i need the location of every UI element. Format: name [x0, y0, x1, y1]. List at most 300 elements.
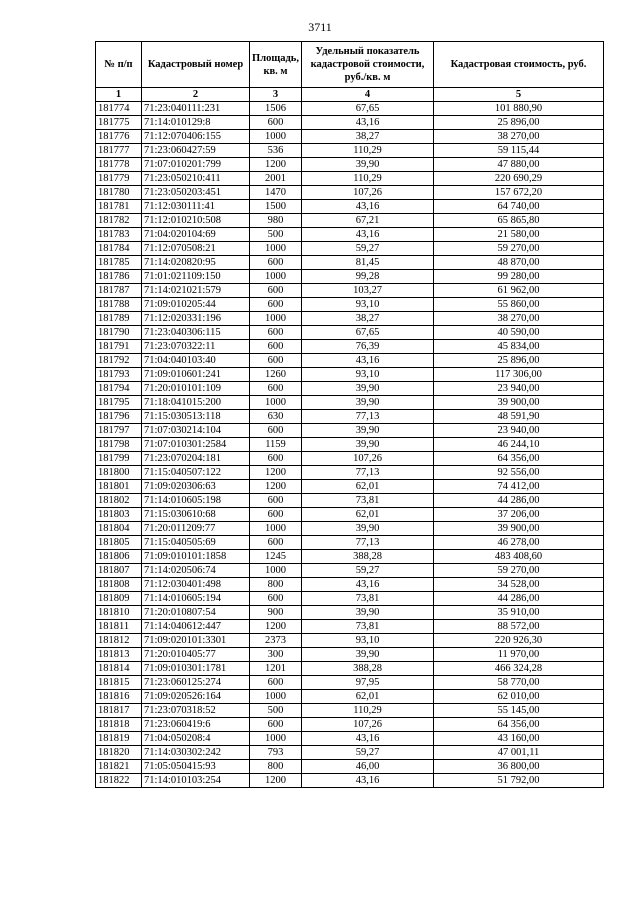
area-cell: 600 [250, 256, 302, 270]
row-number-cell: 181820 [96, 746, 142, 760]
cadastral-number-cell: 71:09:020526:164 [142, 690, 250, 704]
unit-rate-cell: 388,28 [302, 550, 434, 564]
cadastral-value-cell: 23 940,00 [434, 382, 604, 396]
cadastral-value-cell: 59 270,00 [434, 564, 604, 578]
cadastral-number-cell: 71:04:040103:40 [142, 354, 250, 368]
unit-rate-cell: 93,10 [302, 634, 434, 648]
area-cell: 600 [250, 494, 302, 508]
unit-rate-cell: 39,90 [302, 396, 434, 410]
table-row [96, 452, 604, 466]
cadastral-number-cell: 71:23:060427:59 [142, 144, 250, 158]
table-row [96, 578, 604, 592]
row-number-cell: 181801 [96, 480, 142, 494]
cadastral-value-cell: 43 160,00 [434, 732, 604, 746]
unit-rate-cell: 76,39 [302, 340, 434, 354]
table-row [96, 774, 604, 788]
cadastral-number-cell: 71:04:020104:69 [142, 228, 250, 242]
unit-rate-cell: 62,01 [302, 508, 434, 522]
cadastral-number-cell: 71:12:030401:498 [142, 578, 250, 592]
cadastral-number-cell: 71:15:040507:122 [142, 466, 250, 480]
area-cell: 600 [250, 340, 302, 354]
area-cell: 1000 [250, 522, 302, 536]
unit-rate-cell: 62,01 [302, 690, 434, 704]
area-cell: 536 [250, 144, 302, 158]
cadastral-number-cell: 71:14:020506:74 [142, 564, 250, 578]
row-number-cell: 181806 [96, 550, 142, 564]
unit-rate-cell: 110,29 [302, 144, 434, 158]
table-row [96, 326, 604, 340]
area-cell: 800 [250, 578, 302, 592]
row-number-cell: 181822 [96, 774, 142, 788]
cadastral-value-cell: 59 115,44 [434, 144, 604, 158]
cadastral-value-cell: 46 278,00 [434, 536, 604, 550]
unit-rate-cell: 39,90 [302, 522, 434, 536]
table-row [96, 368, 604, 382]
area-cell: 600 [250, 452, 302, 466]
unit-rate-cell: 62,01 [302, 480, 434, 494]
unit-rate-cell: 103,27 [302, 284, 434, 298]
row-number-cell: 181821 [96, 760, 142, 774]
row-number-cell: 181794 [96, 382, 142, 396]
table-row [96, 704, 604, 718]
cadastral-value-cell: 21 580,00 [434, 228, 604, 242]
unit-rate-cell: 77,13 [302, 410, 434, 424]
cadastral-number-cell: 71:23:070322:11 [142, 340, 250, 354]
table-row [96, 550, 604, 564]
area-cell: 600 [250, 382, 302, 396]
unit-rate-cell: 110,29 [302, 704, 434, 718]
table-row [96, 158, 604, 172]
cadastral-value-cell: 37 206,00 [434, 508, 604, 522]
unit-rate-cell: 38,27 [302, 312, 434, 326]
row-number-cell: 181803 [96, 508, 142, 522]
cadastral-value-cell: 45 834,00 [434, 340, 604, 354]
unit-rate-cell: 67,65 [302, 326, 434, 340]
area-cell: 630 [250, 410, 302, 424]
table-row [96, 340, 604, 354]
cadastral-value-cell: 220 690,29 [434, 172, 604, 186]
area-cell: 1245 [250, 550, 302, 564]
area-cell: 500 [250, 704, 302, 718]
table-row [96, 256, 604, 270]
cadastral-number-cell: 71:14:021021:579 [142, 284, 250, 298]
cadastral-number-cell: 71:07:010201:799 [142, 158, 250, 172]
area-cell: 793 [250, 746, 302, 760]
unit-rate-cell: 73,81 [302, 494, 434, 508]
unit-rate-cell: 39,90 [302, 424, 434, 438]
table-row [96, 214, 604, 228]
area-cell: 1500 [250, 200, 302, 214]
cadastral-number-cell: 71:12:010210:508 [142, 214, 250, 228]
page-number: 3711 [308, 20, 332, 34]
unit-rate-cell: 388,28 [302, 662, 434, 676]
table-row [96, 130, 604, 144]
cadastral-value-cell: 88 572,00 [434, 620, 604, 634]
table-row [96, 620, 604, 634]
table-row [96, 396, 604, 410]
table-row [96, 284, 604, 298]
cadastral-number-cell: 71:04:050208:4 [142, 732, 250, 746]
area-cell: 980 [250, 214, 302, 228]
row-number-cell: 181774 [96, 102, 142, 116]
cadastral-number-cell: 71:23:060419:6 [142, 718, 250, 732]
cadastral-value-cell: 92 556,00 [434, 466, 604, 480]
cadastral-value-cell: 35 910,00 [434, 606, 604, 620]
row-number-cell: 181814 [96, 662, 142, 676]
table-row [96, 718, 604, 732]
unit-rate-cell: 39,90 [302, 606, 434, 620]
table-row [96, 144, 604, 158]
cadastral-value-cell: 483 408,60 [434, 550, 604, 564]
table-row [96, 690, 604, 704]
cadastral-value-cell: 23 940,00 [434, 424, 604, 438]
header-row-number: № п/п [96, 42, 142, 88]
unit-rate-cell: 39,90 [302, 648, 434, 662]
area-cell: 500 [250, 228, 302, 242]
cadastral-number-cell: 71:14:020820:95 [142, 256, 250, 270]
row-number-cell: 181778 [96, 158, 142, 172]
cadastral-number-cell: 71:20:011209:77 [142, 522, 250, 536]
row-number-cell: 181796 [96, 410, 142, 424]
cadastral-number-cell: 71:14:040612:447 [142, 620, 250, 634]
area-cell: 600 [250, 508, 302, 522]
cadastral-value-cell: 47 880,00 [434, 158, 604, 172]
unit-rate-cell: 39,90 [302, 158, 434, 172]
cadastral-number-cell: 71:20:010807:54 [142, 606, 250, 620]
cadastral-number-cell: 71:05:050415:93 [142, 760, 250, 774]
cadastral-value-cell: 36 800,00 [434, 760, 604, 774]
cadastral-number-cell: 71:09:010205:44 [142, 298, 250, 312]
row-number-cell: 181775 [96, 116, 142, 130]
header-cadastral-value: Кадастровая стоимость, руб. [434, 42, 604, 88]
cadastral-number-cell: 71:23:060125:274 [142, 676, 250, 690]
row-number-cell: 181799 [96, 452, 142, 466]
cadastral-number-cell: 71:12:070406:155 [142, 130, 250, 144]
row-number-cell: 181789 [96, 312, 142, 326]
row-number-cell: 181786 [96, 270, 142, 284]
table-row [96, 116, 604, 130]
row-number-cell: 181776 [96, 130, 142, 144]
table-row [96, 522, 604, 536]
unit-rate-cell: 107,26 [302, 718, 434, 732]
cadastral-value-cell: 11 970,00 [434, 648, 604, 662]
unit-rate-cell: 39,90 [302, 382, 434, 396]
row-number-cell: 181819 [96, 732, 142, 746]
table-row [96, 508, 604, 522]
column-number: 4 [302, 88, 434, 102]
cadastral-value-cell: 157 672,20 [434, 186, 604, 200]
area-cell: 1506 [250, 102, 302, 116]
unit-rate-cell: 67,65 [302, 102, 434, 116]
row-number-cell: 181812 [96, 634, 142, 648]
table-row [96, 760, 604, 774]
cadastral-value-cell: 48 591,90 [434, 410, 604, 424]
row-number-cell: 181811 [96, 620, 142, 634]
row-number-cell: 181816 [96, 690, 142, 704]
cadastral-value-cell: 55 145,00 [434, 704, 604, 718]
row-number-cell: 181792 [96, 354, 142, 368]
area-cell: 1000 [250, 564, 302, 578]
cadastral-value-cell: 40 590,00 [434, 326, 604, 340]
row-number-cell: 181780 [96, 186, 142, 200]
unit-rate-cell: 59,27 [302, 242, 434, 256]
cadastral-number-cell: 71:23:050203:451 [142, 186, 250, 200]
cadastral-value-cell: 39 900,00 [434, 396, 604, 410]
column-number: 2 [142, 88, 250, 102]
cadastral-number-cell: 71:12:020331:196 [142, 312, 250, 326]
cadastral-number-cell: 71:14:010605:194 [142, 592, 250, 606]
cadastral-number-cell: 71:09:020306:63 [142, 480, 250, 494]
cadastral-value-cell: 64 740,00 [434, 200, 604, 214]
area-cell: 300 [250, 648, 302, 662]
unit-rate-cell: 110,29 [302, 172, 434, 186]
row-number-cell: 181818 [96, 718, 142, 732]
unit-rate-cell: 107,26 [302, 186, 434, 200]
row-number-cell: 181783 [96, 228, 142, 242]
cadastral-value-cell: 61 962,00 [434, 284, 604, 298]
column-number: 5 [434, 88, 604, 102]
cadastral-value-cell: 34 528,00 [434, 578, 604, 592]
cadastral-number-cell: 71:14:030302:242 [142, 746, 250, 760]
cadastral-value-cell: 117 306,00 [434, 368, 604, 382]
cadastral-value-cell: 64 356,00 [434, 452, 604, 466]
cadastral-value-cell: 55 860,00 [434, 298, 604, 312]
table-row [96, 228, 604, 242]
row-number-cell: 181797 [96, 424, 142, 438]
row-number-cell: 181800 [96, 466, 142, 480]
table-row [96, 592, 604, 606]
table-row [96, 270, 604, 284]
cadastral-number-cell: 71:01:021109:150 [142, 270, 250, 284]
area-cell: 600 [250, 536, 302, 550]
cadastral-number-cell: 71:07:030214:104 [142, 424, 250, 438]
cadastral-value-cell: 101 880,90 [434, 102, 604, 116]
table-row [96, 732, 604, 746]
cadastral-value-cell: 47 001,11 [434, 746, 604, 760]
unit-rate-cell: 67,21 [302, 214, 434, 228]
cadastral-value-cell: 51 792,00 [434, 774, 604, 788]
cadastral-number-cell: 71:15:040505:69 [142, 536, 250, 550]
unit-rate-cell: 59,27 [302, 564, 434, 578]
unit-rate-cell: 59,27 [302, 746, 434, 760]
cadastral-value-cell: 38 270,00 [434, 130, 604, 144]
table-row [96, 382, 604, 396]
row-number-cell: 181777 [96, 144, 142, 158]
area-cell: 600 [250, 676, 302, 690]
cadastral-value-cell: 74 412,00 [434, 480, 604, 494]
cadastral-value-cell: 64 356,00 [434, 718, 604, 732]
row-number-cell: 181813 [96, 648, 142, 662]
row-number-cell: 181798 [96, 438, 142, 452]
row-number-cell: 181785 [96, 256, 142, 270]
unit-rate-cell: 73,81 [302, 620, 434, 634]
table-row [96, 466, 604, 480]
column-number: 1 [96, 88, 142, 102]
unit-rate-cell: 38,27 [302, 130, 434, 144]
cadastral-number-cell: 71:14:010605:198 [142, 494, 250, 508]
unit-rate-cell: 39,90 [302, 438, 434, 452]
table-row [96, 662, 604, 676]
unit-rate-cell: 43,16 [302, 354, 434, 368]
cadastral-value-cell: 25 896,00 [434, 116, 604, 130]
unit-rate-cell: 43,16 [302, 200, 434, 214]
cadastral-number-cell: 71:12:030111:41 [142, 200, 250, 214]
row-number-cell: 181793 [96, 368, 142, 382]
row-number-cell: 181810 [96, 606, 142, 620]
unit-rate-cell: 107,26 [302, 452, 434, 466]
unit-rate-cell: 81,45 [302, 256, 434, 270]
cadastral-value-cell: 466 324,28 [434, 662, 604, 676]
area-cell: 1470 [250, 186, 302, 200]
cadastral-number-cell: 71:09:020101:3301 [142, 634, 250, 648]
table-row [96, 424, 604, 438]
cadastral-number-cell: 71:18:041015:200 [142, 396, 250, 410]
row-number-cell: 181815 [96, 676, 142, 690]
unit-rate-cell: 43,16 [302, 732, 434, 746]
cadastral-number-cell: 71:14:010103:254 [142, 774, 250, 788]
table-row [96, 298, 604, 312]
column-number-row [96, 88, 604, 102]
area-cell: 600 [250, 354, 302, 368]
table-row [96, 494, 604, 508]
header-cadastral-number: Кадастровый номер [142, 42, 250, 88]
area-cell: 2373 [250, 634, 302, 648]
area-cell: 1000 [250, 732, 302, 746]
area-cell: 1000 [250, 130, 302, 144]
row-number-cell: 181805 [96, 536, 142, 550]
table-row [96, 102, 604, 116]
row-number-cell: 181808 [96, 578, 142, 592]
cadastral-number-cell: 71:23:040306:115 [142, 326, 250, 340]
cadastral-value-cell: 25 896,00 [434, 354, 604, 368]
area-cell: 900 [250, 606, 302, 620]
unit-rate-cell: 93,10 [302, 368, 434, 382]
row-number-cell: 181788 [96, 298, 142, 312]
row-number-cell: 181791 [96, 340, 142, 354]
cadastral-value-cell: 65 865,80 [434, 214, 604, 228]
area-cell: 600 [250, 284, 302, 298]
row-number-cell: 181782 [96, 214, 142, 228]
area-cell: 600 [250, 718, 302, 732]
unit-rate-cell: 43,16 [302, 116, 434, 130]
unit-rate-cell: 43,16 [302, 228, 434, 242]
unit-rate-cell: 99,28 [302, 270, 434, 284]
cadastral-number-cell: 71:14:010129:8 [142, 116, 250, 130]
row-number-cell: 181790 [96, 326, 142, 340]
cadastral-value-cell: 39 900,00 [434, 522, 604, 536]
cadastral-number-cell: 71:23:070318:52 [142, 704, 250, 718]
table-row [96, 200, 604, 214]
area-cell: 600 [250, 298, 302, 312]
area-cell: 1000 [250, 396, 302, 410]
unit-rate-cell: 43,16 [302, 774, 434, 788]
area-cell: 1201 [250, 662, 302, 676]
unit-rate-cell: 93,10 [302, 298, 434, 312]
cadastral-number-cell: 71:07:010301:2584 [142, 438, 250, 452]
table-row [96, 564, 604, 578]
table-row [96, 410, 604, 424]
row-number-cell: 181807 [96, 564, 142, 578]
row-number-cell: 181795 [96, 396, 142, 410]
table-row [96, 648, 604, 662]
row-number-cell: 181809 [96, 592, 142, 606]
unit-rate-cell: 43,16 [302, 578, 434, 592]
row-number-cell: 181787 [96, 284, 142, 298]
area-cell: 800 [250, 760, 302, 774]
table-body [96, 102, 604, 788]
area-cell: 1200 [250, 480, 302, 494]
area-cell: 2001 [250, 172, 302, 186]
cadastral-number-cell: 71:23:040111:231 [142, 102, 250, 116]
table-row [96, 242, 604, 256]
area-cell: 600 [250, 326, 302, 340]
table-row [96, 606, 604, 620]
cadastral-value-cell: 38 270,00 [434, 312, 604, 326]
table-row [96, 676, 604, 690]
header-area: Площадь, кв. м [250, 42, 302, 88]
table-row [96, 312, 604, 326]
cadastral-number-cell: 71:12:070508:21 [142, 242, 250, 256]
table-row [96, 480, 604, 494]
area-cell: 1200 [250, 158, 302, 172]
table-row [96, 438, 604, 452]
cadastral-value-cell: 44 286,00 [434, 494, 604, 508]
area-cell: 600 [250, 592, 302, 606]
cadastral-number-cell: 71:23:050210:411 [142, 172, 250, 186]
row-number-cell: 181804 [96, 522, 142, 536]
cadastral-table [95, 41, 604, 788]
cadastral-number-cell: 71:09:010301:1781 [142, 662, 250, 676]
header-unit-rate: Удельный показатель кадастровой стоимости, руб./кв. м [302, 42, 434, 88]
cadastral-number-cell: 71:20:010405:77 [142, 648, 250, 662]
cadastral-value-cell: 220 926,30 [434, 634, 604, 648]
cadastral-value-cell: 99 280,00 [434, 270, 604, 284]
row-number-cell: 181781 [96, 200, 142, 214]
cadastral-value-cell: 48 870,00 [434, 256, 604, 270]
unit-rate-cell: 97,95 [302, 676, 434, 690]
unit-rate-cell: 73,81 [302, 592, 434, 606]
area-cell: 1000 [250, 242, 302, 256]
cadastral-value-cell: 58 770,00 [434, 676, 604, 690]
table-row [96, 536, 604, 550]
table-row [96, 746, 604, 760]
cadastral-number-cell: 71:23:070204:181 [142, 452, 250, 466]
column-number: 3 [250, 88, 302, 102]
area-cell: 1260 [250, 368, 302, 382]
cadastral-number-cell: 71:20:010101:109 [142, 382, 250, 396]
area-cell: 1000 [250, 690, 302, 704]
cadastral-value-cell: 62 010,00 [434, 690, 604, 704]
row-number-cell: 181817 [96, 704, 142, 718]
area-cell: 1200 [250, 466, 302, 480]
cadastral-value-cell: 59 270,00 [434, 242, 604, 256]
cadastral-value-cell: 46 244,10 [434, 438, 604, 452]
area-cell: 1200 [250, 620, 302, 634]
area-cell: 600 [250, 424, 302, 438]
header-row [96, 42, 604, 88]
table-row [96, 186, 604, 200]
cadastral-number-cell: 71:15:030513:118 [142, 410, 250, 424]
row-number-cell: 181802 [96, 494, 142, 508]
area-cell: 600 [250, 116, 302, 130]
cadastral-number-cell: 71:15:030610:68 [142, 508, 250, 522]
area-cell: 1200 [250, 774, 302, 788]
cadastral-number-cell: 71:09:010101:1858 [142, 550, 250, 564]
unit-rate-cell: 46,00 [302, 760, 434, 774]
unit-rate-cell: 77,13 [302, 466, 434, 480]
table-row [96, 172, 604, 186]
area-cell: 1159 [250, 438, 302, 452]
